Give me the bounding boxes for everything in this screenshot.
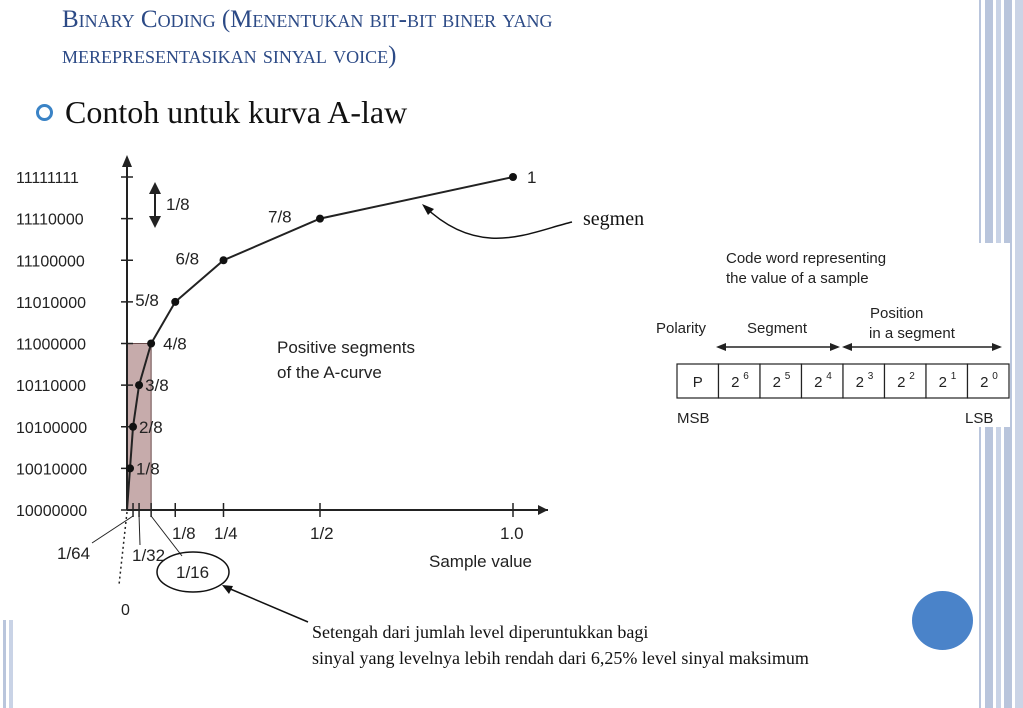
x-tick-label: 1/2: [310, 524, 334, 543]
codeword-cell-exponent: 5: [784, 371, 791, 382]
codeword-cell-exponent: 6: [743, 371, 749, 382]
y-tick-label: 11010000: [16, 294, 86, 312]
point-label: 6/8: [175, 249, 200, 269]
x-axis-arrow: [538, 505, 548, 515]
x-tick-label: 1/16: [176, 563, 210, 582]
data-point: [135, 381, 143, 389]
tick-leader-1-64: [92, 516, 133, 543]
codeword-cell-label: 2: [897, 374, 906, 391]
data-point: [126, 464, 134, 472]
y-tick-label: 10110000: [16, 378, 86, 396]
x-axis-label: Sample value: [429, 552, 533, 571]
step-arrow-up: [149, 182, 161, 194]
title-line-2: merepresentasikan sinyal voice): [62, 42, 397, 69]
data-point: [220, 256, 228, 264]
codeword-cell-exponent: 4: [826, 371, 832, 382]
bullet-text: Contoh untuk kurva A-law: [65, 93, 408, 130]
y-axis-arrow: [122, 155, 132, 167]
position-label-2: in a segment: [869, 325, 955, 342]
codeword-cells: [677, 364, 1009, 398]
msb-label: MSB: [677, 410, 710, 427]
note-line-1: Setengah dari jumlah level diperuntukkan bagi: [312, 622, 649, 642]
codeword-cell-label: 2: [980, 374, 989, 391]
codeword-cell-label: 2: [772, 374, 781, 391]
point-label: 4/8: [163, 334, 187, 354]
segmen-arrow: [424, 206, 572, 238]
codeword-cell-exponent: 1: [950, 371, 957, 382]
point-label: 1/8: [136, 459, 160, 479]
codeword-cell-label: P: [692, 374, 703, 391]
y-tick-label: 10100000: [16, 419, 88, 437]
segmen-label: segmen: [583, 208, 645, 230]
y-tick-label: 10000000: [16, 503, 88, 520]
data-point: [509, 173, 517, 181]
codeword-cell-label: 2: [855, 374, 864, 391]
y-tick-label: 10010000: [16, 461, 88, 479]
y-tick-label: 11111111: [16, 170, 79, 187]
step-label: 1/8: [166, 195, 190, 214]
codeword-cell-exponent: 3: [867, 371, 874, 382]
y-tick-label: 11000000: [16, 336, 86, 354]
y-tick-label: 11100000: [16, 253, 85, 271]
codeword-cell-label: 2: [938, 374, 947, 391]
data-point: [171, 298, 179, 306]
segment-label: Segment: [747, 320, 808, 337]
y-ticks: [16, 170, 133, 520]
point-label: 3/8: [145, 376, 169, 396]
data-point: [147, 340, 155, 348]
title-line-1: Binary Coding (Menentukan bit-bit biner yang: [62, 6, 553, 33]
x-zero-label: 0: [121, 602, 130, 619]
data-point: [129, 423, 137, 431]
codeword-cell-label: 2: [731, 374, 740, 391]
positive-segments-line-2: of the A-curve: [277, 363, 382, 382]
position-label-1: Position: [870, 305, 924, 322]
x-tick-label: 1.0: [500, 524, 524, 543]
point-label: 2/8: [139, 417, 163, 437]
lsb-label: LSB: [965, 410, 994, 427]
codeword-cell-label: 2: [814, 374, 823, 391]
tick-leader-1-32: [139, 516, 140, 545]
codeword-caption-1: Code word representing: [726, 250, 887, 267]
x-tick-label: 1/4: [214, 524, 238, 543]
positive-segments-line-1: Positive segments: [277, 338, 415, 357]
step-arrow-down: [149, 216, 161, 228]
y-tick-label: 11110000: [16, 211, 84, 229]
note-arrow: [228, 588, 308, 622]
polarity-label: Polarity: [656, 320, 707, 337]
data-point: [316, 215, 324, 223]
point-label: 1: [527, 168, 537, 187]
point-label: 7/8: [268, 207, 292, 227]
x-tick-label: 1/64: [57, 544, 91, 563]
codeword-caption-2: the value of a sample: [726, 270, 869, 287]
point-label: 5/8: [135, 290, 159, 310]
blue-circle-decoration: [912, 591, 973, 650]
note-line-2: sinyal yang levelnya lebih rendah dari 6,25% level sinyal maksimum: [312, 648, 809, 668]
codeword-cell-exponent: 0: [992, 371, 998, 382]
codeword-cell-exponent: 2: [909, 371, 915, 382]
x-tick-label: 1/8: [172, 524, 196, 543]
x-tick-label: 1/32: [132, 546, 166, 565]
